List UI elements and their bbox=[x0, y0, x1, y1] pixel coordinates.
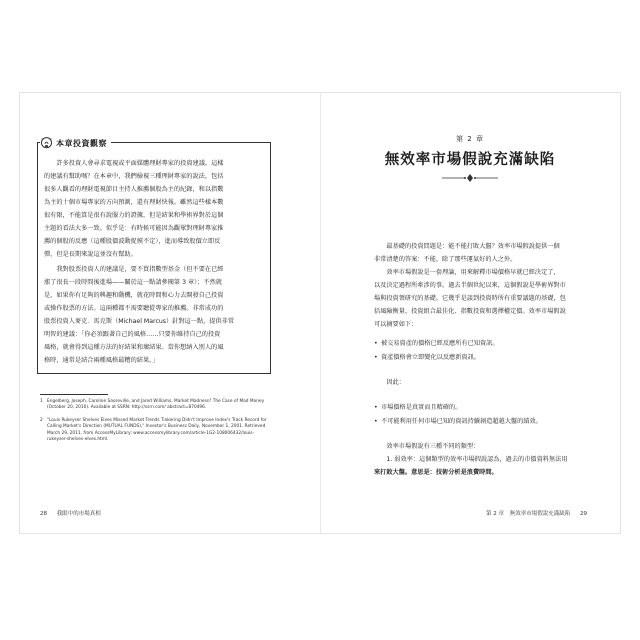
bullet-item: • 資產價格會立即變化以反應新資訊。 bbox=[374, 354, 480, 361]
left-running-title: 我眼中的市場真相 bbox=[56, 511, 101, 517]
chapter-label: 第 2 章 bbox=[456, 135, 484, 143]
observation-paragraph-2: 我對股票投資人的建議是，要不買指數型基金（但不要在已經 漲了很長一段時間後進場——關於這一點請參閱第 3 章）；不然就 是，如果你有足夠的興趣和動機，就花時間和心力去開發自己投資 或操作股票的方法。這兩種都不需要聽從專家的推薦。非常成功的 股票投資人麥克．馬克斯（Michael Marcus）針對這一點，提供非常 明智的建議：「你必須跟著自己的風格……只要你維持自己的投資 風格，就會得到這種方法的好結果和壞結果。當你想納入別人的風 格時，通常是結合兩種風格最糟的結果。」 bbox=[44, 266, 235, 364]
right-running-title: 無效率市場假說充滿缺陷 bbox=[509, 511, 571, 517]
footnote-2: 2 "Louis Rukeyser Shelves Elves Missed Market Trends Tinkering Didn't Improve Index's Track Record for Calling Market's Direction (MUTUAL FUNDS)," Investor's Business Daily, November 1, 2001. Retrieved March 29, 2011, from AccessMyLibrary: www.accessmylibrary.com/article-1G2-108006432/louis-rukeyser-shelves-elves.html. bbox=[40, 418, 267, 443]
observation-title: 本章投資觀察 bbox=[56, 138, 107, 148]
observation-paragraph-1: 許多投資人會尋求電視或平面媒體理財專家的投資建議。這樣 的建議有幫助嗎？在本章中，我們檢視三種理財專家的說法，包括 很多人觀看的理財電視節目主持人推薦個股為主的紀錄，和以指數 為主的十個市場專家的方向預測，還有理財快報。雖然這些樣本數 很有限，不能算是很有說服力的證據，但是結果和學術界對於這個 主題的看法大多一致。似乎是：有時候可能因為觀眾對理財專家推 薦的個股的反應（這種股價波動捉摸不定），進而導致股價立即反 彈，但是長期來說這並沒有幫助。 bbox=[44, 160, 224, 258]
divider-ornament-icon bbox=[440, 173, 500, 183]
left-page-number: 28 bbox=[40, 511, 47, 517]
right-folio-chapter: 第 2 章 bbox=[486, 511, 504, 517]
chapter-title: 無效率市場假說充滿缺陷 bbox=[384, 152, 556, 168]
paragraph-1: 最基礎的投資問題是：能不能打敗大盤？效率市場假說提供一個 非常清楚的答案：不能，除了那些運氣好的人之外。 bbox=[374, 243, 560, 263]
right-page-number: 29 bbox=[580, 511, 588, 517]
paragraph-3: 效率市場假說有三種不同的類型： 1. 弱效率：這個類型的效率市場假說認為，過去的市價資料無法用 來打敗大盤。意思是：技術分析是浪費時間。 bbox=[374, 443, 568, 476]
right-folio bbox=[486, 509, 587, 517]
bullet-item: • 市場價格是真實而且精確的。 bbox=[374, 404, 462, 411]
observation-header bbox=[40, 136, 111, 150]
footnote-1: 1 Engelberg, Joseph, Caroline Sasseville, and Jared Williams, Market Madness? The Case of Mad Money (October 20, 2010). Available at SSRN: http://ssrn.com/ abstract=870496. bbox=[40, 399, 265, 411]
bullet-item: • 被交易資產的價格已經反應所有已知資訊。 bbox=[374, 340, 499, 347]
footnote-rule bbox=[40, 394, 108, 395]
bullet-item: • 不可能利用任何市場已知的資訊持續創造超越大盤的績效。 bbox=[374, 418, 542, 425]
left-folio bbox=[40, 509, 101, 517]
paragraph-2: 效率市場假說是一套理論，用來解釋市場價格早就已經決定了， 以及決定過程所牽涉的事。過去半個世紀以來，這個假說是學術界對市 場與投資領研究的基礎。它幾乎是談到投資時所有重要議題的基礎，包 括風險衡量、投資組合最佳化、指數投資和選擇權定價。效率市場假說 可以摘要如下： bbox=[374, 269, 566, 328]
page-gutter bbox=[320, 93, 321, 533]
therefore-line: 因此： bbox=[386, 379, 405, 386]
lightbulb-icon bbox=[40, 137, 53, 150]
